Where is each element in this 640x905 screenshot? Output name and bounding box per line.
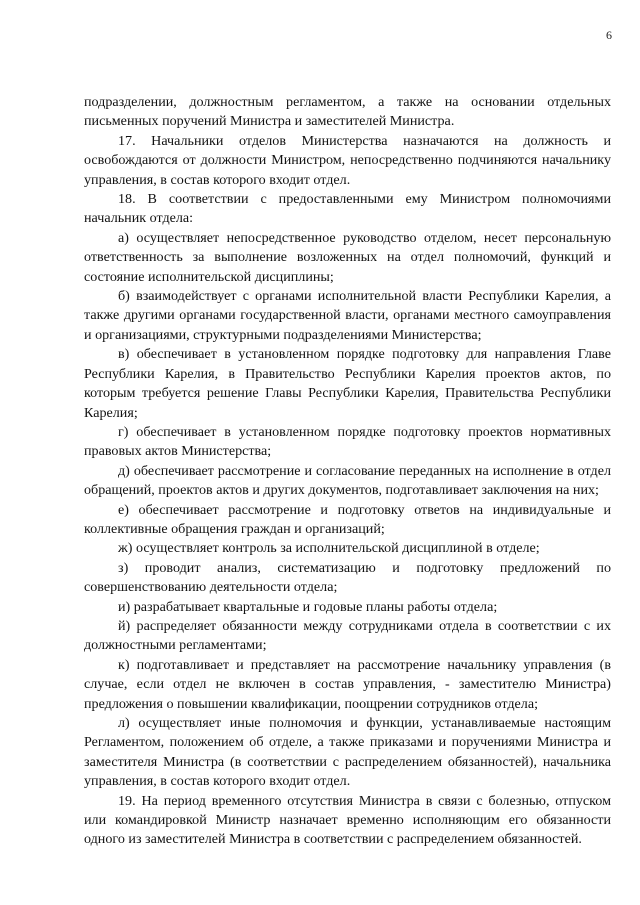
paragraph: д) обеспечивает рассмотрение и согласование переданных на исполнение в отдел обращений, проектов актов и других документов, подготавливает заключения на них;	[84, 462, 611, 499]
paragraph: подразделении, должностным регламентом, а также на основании отдельных письменных поручений Министра и заместителей Министра.	[84, 94, 611, 130]
paragraph: 19. На период временного отсутствия Министра в связи с болезнью, отпуском или командировкой Министр назначает временно исполняющим его обязанности одного из заместителей Министра в соответствии с распределением обязанностей.	[84, 792, 611, 848]
paragraph: 17. Начальники отделов Министерства назначаются на должность и освобождаются от должности Министром, непосредственно подчиняются начальнику управления, в состав которого входит отдел.	[84, 132, 611, 188]
paragraph: в) обеспечивает в установленном порядке подготовку для направления Главе Республики Карелия, в Правительство Республики Карелия проектов актов, по которым требуется решение Главы Республики Карелия, Правительства Республики Карелия;	[84, 346, 611, 421]
page-number: 6	[606, 28, 612, 42]
paragraph: ж) осуществляет контроль за исполнительской дисциплиной в отделе;	[118, 540, 540, 557]
document-body	[84, 93, 611, 850]
paragraph: л) осуществляет иные полномочия и функции, устанавливаемые настоящим Регламентом, положением об отделе, а также приказами и поручениями Министра и заместителя Министра (в соответствии с распределением обязанностей), начальника управления, в состав которого входит отдел.	[84, 715, 611, 790]
paragraph: 18. В соответствии с предоставленными ему Министром полномочиями начальник отдела:	[84, 191, 611, 227]
paragraph: г) обеспечивает в установленном порядке подготовку проектов нормативных правовых актов Министерства;	[84, 423, 611, 460]
paragraph: з) проводит анализ, систематизацию и подготовку предложений по совершенствованию деятельности отдела;	[84, 559, 611, 596]
paragraph: к) подготавливает и представляет на рассмотрение начальнику управления (в случае, если отдел не включен в состав управления, - заместителю Министра) предложения о повышении квалификации, поощрении сотрудников отдела;	[84, 656, 611, 712]
paragraph: б) взаимодействует с органами исполнительной власти Республики Карелия, а также другими органами государственной власти, органами местного самоуправления и организациями, структурными подразделениями Министерства;	[84, 288, 611, 343]
paragraph: а) осуществляет непосредственное руководство отделом, несет персональную ответственность за выполнение возложенных на отдел полномочий, функций и состояние исполнительской дисциплины;	[84, 229, 611, 285]
paragraph: и) разрабатывает квартальные и годовые планы работы отдела;	[118, 598, 498, 615]
paragraph: й) распределяет обязанности между сотрудниками отдела в соответствии с их должностными регламентами;	[84, 617, 611, 654]
paragraph: е) обеспечивает рассмотрение и подготовку ответов на индивидуальные и коллективные обращения граждан и организаций;	[84, 501, 611, 537]
